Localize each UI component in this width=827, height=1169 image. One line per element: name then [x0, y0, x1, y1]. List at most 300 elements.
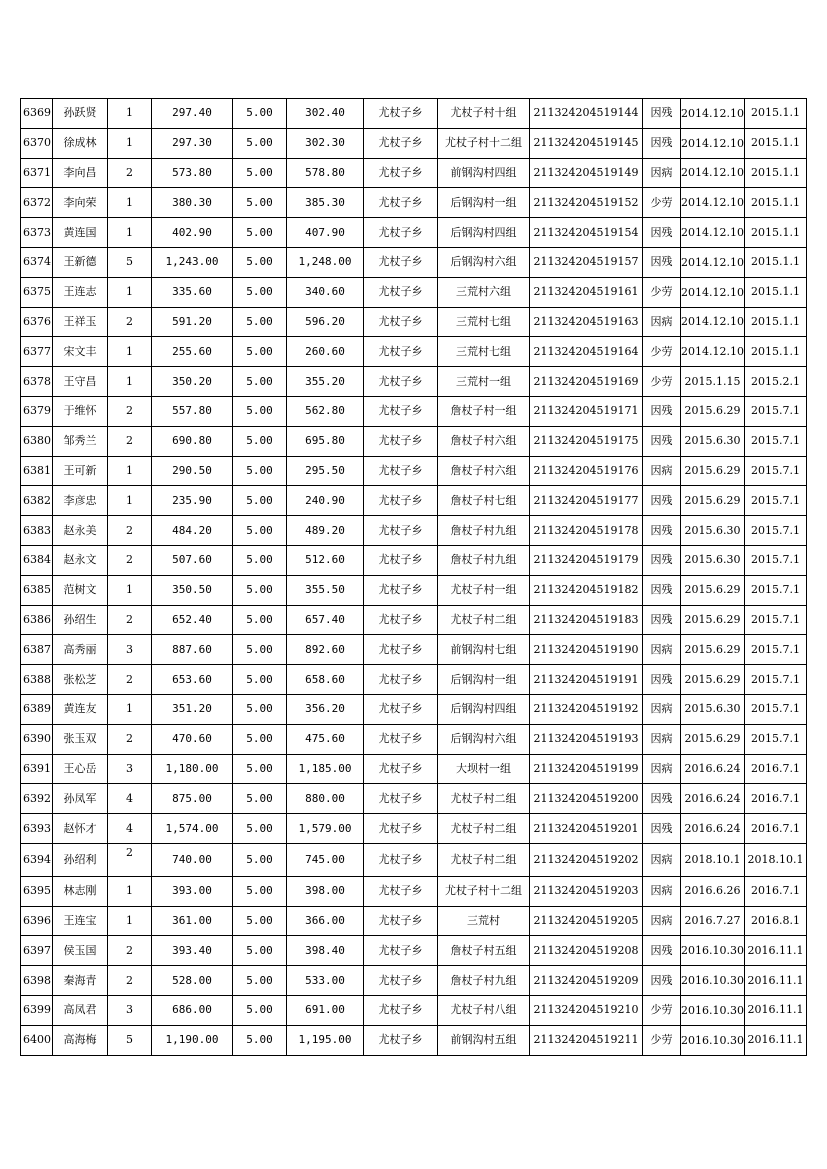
subsidy-amount-cell: 1,190.00 — [152, 1025, 233, 1055]
reason-cell: 少劳 — [643, 367, 681, 397]
reason-cell: 少劳 — [643, 277, 681, 307]
record-number-cell: 6396 — [21, 906, 53, 936]
household-size-cell: 2 — [108, 396, 152, 426]
village-group-cell: 尤杖子村二组 — [438, 784, 530, 814]
reason-cell: 因病 — [643, 724, 681, 754]
extra-amount-cell: 5.00 — [233, 665, 287, 695]
household-size-cell: 2 — [108, 158, 152, 188]
reason-cell: 因残 — [643, 814, 681, 844]
name-cell: 秦海青 — [53, 966, 108, 996]
name-cell: 赵永美 — [53, 516, 108, 546]
approval-date-cell: 2014.12.10 — [681, 337, 745, 367]
total-amount-cell: 691.00 — [287, 995, 364, 1025]
name-cell: 侯玉国 — [53, 936, 108, 966]
township-cell: 尤杖子乡 — [364, 367, 438, 397]
household-id-cell: 211324204519182 — [530, 575, 643, 605]
household-size-cell: 1 — [108, 876, 152, 906]
total-amount-cell: 1,195.00 — [287, 1025, 364, 1055]
village-group-cell: 尤杖子村一组 — [438, 575, 530, 605]
subsidy-amount-cell: 875.00 — [152, 784, 233, 814]
name-cell: 邹秀兰 — [53, 426, 108, 456]
total-amount-cell: 657.40 — [287, 605, 364, 635]
approval-date-cell: 2014.12.10 — [681, 99, 745, 129]
approval-date-cell: 2016.10.30 — [681, 966, 745, 996]
household-id-cell: 211324204519192 — [530, 694, 643, 724]
subsidy-amount-cell: 361.00 — [152, 906, 233, 936]
start-date-cell: 2015.1.1 — [745, 188, 807, 218]
household-size-cell: 3 — [108, 754, 152, 784]
name-cell: 高秀丽 — [53, 635, 108, 665]
reason-cell: 因残 — [643, 936, 681, 966]
name-cell: 王心岳 — [53, 754, 108, 784]
village-group-cell: 三荒村七组 — [438, 337, 530, 367]
total-amount-cell: 1,579.00 — [287, 814, 364, 844]
start-date-cell: 2016.7.1 — [745, 876, 807, 906]
approval-date-cell: 2015.6.29 — [681, 724, 745, 754]
township-cell: 尤杖子乡 — [364, 277, 438, 307]
record-number-cell: 6376 — [21, 307, 53, 337]
township-cell: 尤杖子乡 — [364, 128, 438, 158]
table-body — [21, 99, 807, 1056]
household-id-cell: 211324204519183 — [530, 605, 643, 635]
approval-date-cell: 2015.6.30 — [681, 545, 745, 575]
total-amount-cell: 533.00 — [287, 966, 364, 996]
subsidy-amount-cell: 1,180.00 — [152, 754, 233, 784]
village-group-cell: 后钢沟村一组 — [438, 665, 530, 695]
household-size-cell: 1 — [108, 99, 152, 129]
village-group-cell: 詹杖子村九组 — [438, 966, 530, 996]
total-amount-cell: 892.60 — [287, 635, 364, 665]
reason-cell: 因残 — [643, 218, 681, 248]
name-cell: 徐成林 — [53, 128, 108, 158]
table-row — [21, 724, 807, 754]
reason-cell: 因残 — [643, 516, 681, 546]
township-cell: 尤杖子乡 — [364, 247, 438, 277]
table-row — [21, 188, 807, 218]
extra-amount-cell: 5.00 — [233, 307, 287, 337]
household-size-cell: 1 — [108, 218, 152, 248]
relief-roster-table — [20, 98, 807, 1056]
extra-amount-cell: 5.00 — [233, 188, 287, 218]
name-cell: 张松芝 — [53, 665, 108, 695]
name-cell: 李向荣 — [53, 188, 108, 218]
household-size-cell: 1 — [108, 456, 152, 486]
household-id-cell: 211324204519177 — [530, 486, 643, 516]
approval-date-cell: 2015.6.29 — [681, 665, 745, 695]
reason-cell: 因病 — [643, 754, 681, 784]
township-cell: 尤杖子乡 — [364, 906, 438, 936]
table-row — [21, 843, 807, 876]
household-size-cell: 2 — [108, 426, 152, 456]
household-size-cell: 2 — [108, 665, 152, 695]
total-amount-cell: 1,248.00 — [287, 247, 364, 277]
subsidy-amount-cell: 484.20 — [152, 516, 233, 546]
name-cell: 孙跃贤 — [53, 99, 108, 129]
record-number-cell: 6375 — [21, 277, 53, 307]
household-size-cell: 4 — [108, 814, 152, 844]
approval-date-cell: 2018.10.1 — [681, 843, 745, 876]
start-date-cell: 2015.1.1 — [745, 158, 807, 188]
table-row — [21, 396, 807, 426]
reason-cell: 因残 — [643, 665, 681, 695]
village-group-cell: 尤杖子村八组 — [438, 995, 530, 1025]
record-number-cell: 6382 — [21, 486, 53, 516]
subsidy-amount-cell: 653.60 — [152, 665, 233, 695]
household-id-cell: 211324204519191 — [530, 665, 643, 695]
approval-date-cell: 2014.12.10 — [681, 307, 745, 337]
record-number-cell: 6386 — [21, 605, 53, 635]
start-date-cell: 2015.7.1 — [745, 486, 807, 516]
total-amount-cell: 745.00 — [287, 843, 364, 876]
total-amount-cell: 512.60 — [287, 545, 364, 575]
household-size-cell: 1 — [108, 367, 152, 397]
township-cell: 尤杖子乡 — [364, 724, 438, 754]
name-cell: 高海梅 — [53, 1025, 108, 1055]
household-id-cell: 211324204519149 — [530, 158, 643, 188]
record-number-cell: 6369 — [21, 99, 53, 129]
name-cell: 赵怀才 — [53, 814, 108, 844]
reason-cell: 少劳 — [643, 995, 681, 1025]
reason-cell: 因病 — [643, 456, 681, 486]
start-date-cell: 2015.7.1 — [745, 635, 807, 665]
subsidy-amount-cell: 297.40 — [152, 99, 233, 129]
extra-amount-cell: 5.00 — [233, 426, 287, 456]
township-cell: 尤杖子乡 — [364, 635, 438, 665]
approval-date-cell: 2015.6.30 — [681, 694, 745, 724]
name-cell: 范树文 — [53, 575, 108, 605]
table-row — [21, 665, 807, 695]
subsidy-amount-cell: 290.50 — [152, 456, 233, 486]
total-amount-cell: 302.30 — [287, 128, 364, 158]
reason-cell: 因残 — [643, 605, 681, 635]
name-cell: 李彦忠 — [53, 486, 108, 516]
village-group-cell: 后钢沟村六组 — [438, 247, 530, 277]
table-row — [21, 995, 807, 1025]
household-size-cell: 1 — [108, 486, 152, 516]
household-id-cell: 211324204519154 — [530, 218, 643, 248]
household-id-cell: 211324204519210 — [530, 995, 643, 1025]
township-cell: 尤杖子乡 — [364, 307, 438, 337]
table-row — [21, 635, 807, 665]
approval-date-cell: 2016.10.30 — [681, 1025, 745, 1055]
township-cell: 尤杖子乡 — [364, 694, 438, 724]
approval-date-cell: 2016.10.30 — [681, 995, 745, 1025]
start-date-cell: 2016.7.1 — [745, 754, 807, 784]
approval-date-cell: 2016.7.27 — [681, 906, 745, 936]
household-id-cell: 211324204519171 — [530, 396, 643, 426]
household-id-cell: 211324204519161 — [530, 277, 643, 307]
start-date-cell: 2016.11.1 — [745, 995, 807, 1025]
extra-amount-cell: 5.00 — [233, 575, 287, 605]
total-amount-cell: 695.80 — [287, 426, 364, 456]
subsidy-amount-cell: 470.60 — [152, 724, 233, 754]
township-cell: 尤杖子乡 — [364, 784, 438, 814]
subsidy-amount-cell: 350.20 — [152, 367, 233, 397]
record-number-cell: 6391 — [21, 754, 53, 784]
extra-amount-cell: 5.00 — [233, 936, 287, 966]
record-number-cell: 6378 — [21, 367, 53, 397]
village-group-cell: 三荒村 — [438, 906, 530, 936]
reason-cell: 因病 — [643, 158, 681, 188]
village-group-cell: 尤杖子村二组 — [438, 843, 530, 876]
village-group-cell: 后钢沟村六组 — [438, 724, 530, 754]
total-amount-cell: 489.20 — [287, 516, 364, 546]
township-cell: 尤杖子乡 — [364, 486, 438, 516]
record-number-cell: 6384 — [21, 545, 53, 575]
total-amount-cell: 295.50 — [287, 456, 364, 486]
total-amount-cell: 355.20 — [287, 367, 364, 397]
table-row — [21, 158, 807, 188]
township-cell: 尤杖子乡 — [364, 966, 438, 996]
extra-amount-cell: 5.00 — [233, 516, 287, 546]
name-cell: 黄连友 — [53, 694, 108, 724]
approval-date-cell: 2015.1.15 — [681, 367, 745, 397]
subsidy-amount-cell: 686.00 — [152, 995, 233, 1025]
name-cell: 王可新 — [53, 456, 108, 486]
village-group-cell: 三荒村七组 — [438, 307, 530, 337]
approval-date-cell: 2014.12.10 — [681, 247, 745, 277]
extra-amount-cell: 5.00 — [233, 605, 287, 635]
reason-cell: 因残 — [643, 966, 681, 996]
extra-amount-cell: 5.00 — [233, 218, 287, 248]
start-date-cell: 2015.7.1 — [745, 694, 807, 724]
township-cell: 尤杖子乡 — [364, 188, 438, 218]
village-group-cell: 尤杖子村十组 — [438, 99, 530, 129]
name-cell: 宋文丰 — [53, 337, 108, 367]
table-row — [21, 486, 807, 516]
subsidy-amount-cell: 297.30 — [152, 128, 233, 158]
village-group-cell: 前钢沟村五组 — [438, 1025, 530, 1055]
table-row — [21, 99, 807, 129]
subsidy-amount-cell: 351.20 — [152, 694, 233, 724]
record-number-cell: 6399 — [21, 995, 53, 1025]
subsidy-amount-cell: 507.60 — [152, 545, 233, 575]
reason-cell: 因残 — [643, 247, 681, 277]
reason-cell: 因残 — [643, 545, 681, 575]
reason-cell: 因残 — [643, 426, 681, 456]
start-date-cell: 2015.7.1 — [745, 605, 807, 635]
approval-date-cell: 2014.12.10 — [681, 188, 745, 218]
township-cell: 尤杖子乡 — [364, 843, 438, 876]
total-amount-cell: 260.60 — [287, 337, 364, 367]
household-id-cell: 211324204519152 — [530, 188, 643, 218]
reason-cell: 因残 — [643, 784, 681, 814]
household-id-cell: 211324204519164 — [530, 337, 643, 367]
extra-amount-cell: 5.00 — [233, 456, 287, 486]
total-amount-cell: 398.00 — [287, 876, 364, 906]
total-amount-cell: 398.40 — [287, 936, 364, 966]
village-group-cell: 三荒村六组 — [438, 277, 530, 307]
total-amount-cell: 340.60 — [287, 277, 364, 307]
extra-amount-cell: 5.00 — [233, 545, 287, 575]
village-group-cell: 詹杖子村六组 — [438, 426, 530, 456]
start-date-cell: 2015.7.1 — [745, 456, 807, 486]
township-cell: 尤杖子乡 — [364, 545, 438, 575]
name-cell: 孙凤军 — [53, 784, 108, 814]
township-cell: 尤杖子乡 — [364, 516, 438, 546]
subsidy-amount-cell: 350.50 — [152, 575, 233, 605]
table-row — [21, 966, 807, 996]
household-size-cell: 5 — [108, 1025, 152, 1055]
household-size-cell: 1 — [108, 575, 152, 605]
record-number-cell: 6392 — [21, 784, 53, 814]
total-amount-cell: 366.00 — [287, 906, 364, 936]
name-cell: 张玉双 — [53, 724, 108, 754]
total-amount-cell: 240.90 — [287, 486, 364, 516]
start-date-cell: 2015.1.1 — [745, 337, 807, 367]
table-row — [21, 337, 807, 367]
village-group-cell: 后钢沟村四组 — [438, 218, 530, 248]
reason-cell: 因病 — [643, 843, 681, 876]
household-id-cell: 211324204519190 — [530, 635, 643, 665]
start-date-cell: 2016.11.1 — [745, 966, 807, 996]
extra-amount-cell: 5.00 — [233, 396, 287, 426]
start-date-cell: 2015.7.1 — [745, 575, 807, 605]
start-date-cell: 2015.7.1 — [745, 426, 807, 456]
table-row — [21, 814, 807, 844]
record-number-cell: 6394 — [21, 843, 53, 876]
household-id-cell: 211324204519193 — [530, 724, 643, 754]
start-date-cell: 2016.8.1 — [745, 906, 807, 936]
approval-date-cell: 2015.6.30 — [681, 516, 745, 546]
household-id-cell: 211324204519208 — [530, 936, 643, 966]
total-amount-cell: 302.40 — [287, 99, 364, 129]
approval-date-cell: 2015.6.29 — [681, 605, 745, 635]
record-number-cell: 6370 — [21, 128, 53, 158]
start-date-cell: 2015.2.1 — [745, 367, 807, 397]
table-row — [21, 367, 807, 397]
township-cell: 尤杖子乡 — [364, 754, 438, 784]
subsidy-amount-cell: 393.40 — [152, 936, 233, 966]
record-number-cell: 6397 — [21, 936, 53, 966]
reason-cell: 因残 — [643, 575, 681, 605]
approval-date-cell: 2015.6.29 — [681, 456, 745, 486]
household-id-cell: 211324204519211 — [530, 1025, 643, 1055]
record-number-cell: 6377 — [21, 337, 53, 367]
record-number-cell: 6390 — [21, 724, 53, 754]
subsidy-amount-cell: 528.00 — [152, 966, 233, 996]
reason-cell: 少劳 — [643, 1025, 681, 1055]
subsidy-amount-cell: 1,574.00 — [152, 814, 233, 844]
table-row — [21, 575, 807, 605]
approval-date-cell: 2014.12.10 — [681, 218, 745, 248]
subsidy-amount-cell: 690.80 — [152, 426, 233, 456]
township-cell: 尤杖子乡 — [364, 995, 438, 1025]
village-group-cell: 尤杖子村二组 — [438, 814, 530, 844]
total-amount-cell: 658.60 — [287, 665, 364, 695]
household-id-cell: 211324204519176 — [530, 456, 643, 486]
name-cell: 王祥玉 — [53, 307, 108, 337]
approval-date-cell: 2014.12.10 — [681, 128, 745, 158]
extra-amount-cell: 5.00 — [233, 337, 287, 367]
township-cell: 尤杖子乡 — [364, 158, 438, 188]
extra-amount-cell: 5.00 — [233, 843, 287, 876]
reason-cell: 因残 — [643, 99, 681, 129]
village-group-cell: 詹杖子村九组 — [438, 516, 530, 546]
approval-date-cell: 2016.6.24 — [681, 754, 745, 784]
household-size-cell: 2 — [108, 724, 152, 754]
household-id-cell: 211324204519163 — [530, 307, 643, 337]
record-number-cell: 6400 — [21, 1025, 53, 1055]
subsidy-amount-cell: 335.60 — [152, 277, 233, 307]
table-row — [21, 426, 807, 456]
subsidy-amount-cell: 591.20 — [152, 307, 233, 337]
record-number-cell: 6383 — [21, 516, 53, 546]
table-row — [21, 784, 807, 814]
table-row — [21, 936, 807, 966]
reason-cell: 因残 — [643, 128, 681, 158]
reason-cell: 少劳 — [643, 188, 681, 218]
name-cell: 林志刚 — [53, 876, 108, 906]
extra-amount-cell: 5.00 — [233, 247, 287, 277]
household-id-cell: 211324204519144 — [530, 99, 643, 129]
name-cell: 王连宝 — [53, 906, 108, 936]
township-cell: 尤杖子乡 — [364, 665, 438, 695]
total-amount-cell: 880.00 — [287, 784, 364, 814]
reason-cell: 因残 — [643, 486, 681, 516]
record-number-cell: 6387 — [21, 635, 53, 665]
household-size-cell: 1 — [108, 906, 152, 936]
household-size-cell: 2 — [108, 936, 152, 966]
start-date-cell: 2018.10.1 — [745, 843, 807, 876]
extra-amount-cell: 5.00 — [233, 995, 287, 1025]
record-number-cell: 6389 — [21, 694, 53, 724]
village-group-cell: 后钢沟村一组 — [438, 188, 530, 218]
approval-date-cell: 2014.12.10 — [681, 158, 745, 188]
record-number-cell: 6385 — [21, 575, 53, 605]
household-id-cell: 211324204519169 — [530, 367, 643, 397]
household-size-cell: 1 — [108, 128, 152, 158]
approval-date-cell: 2016.6.24 — [681, 784, 745, 814]
village-group-cell: 尤杖子村二组 — [438, 605, 530, 635]
subsidy-amount-cell: 887.60 — [152, 635, 233, 665]
household-id-cell: 211324204519178 — [530, 516, 643, 546]
extra-amount-cell: 5.00 — [233, 367, 287, 397]
name-cell: 王守昌 — [53, 367, 108, 397]
total-amount-cell: 1,185.00 — [287, 754, 364, 784]
record-number-cell: 6395 — [21, 876, 53, 906]
start-date-cell: 2015.1.1 — [745, 307, 807, 337]
approval-date-cell: 2014.12.10 — [681, 277, 745, 307]
township-cell: 尤杖子乡 — [364, 1025, 438, 1055]
start-date-cell: 2015.1.1 — [745, 218, 807, 248]
household-id-cell: 211324204519175 — [530, 426, 643, 456]
household-size-cell: 1 — [108, 277, 152, 307]
village-group-cell: 后钢沟村四组 — [438, 694, 530, 724]
approval-date-cell: 2016.6.26 — [681, 876, 745, 906]
table-row — [21, 307, 807, 337]
village-group-cell: 三荒村一组 — [438, 367, 530, 397]
table-row — [21, 247, 807, 277]
start-date-cell: 2015.7.1 — [745, 665, 807, 695]
total-amount-cell: 407.90 — [287, 218, 364, 248]
start-date-cell: 2015.7.1 — [745, 396, 807, 426]
extra-amount-cell: 5.00 — [233, 1025, 287, 1055]
approval-date-cell: 2015.6.29 — [681, 396, 745, 426]
total-amount-cell: 385.30 — [287, 188, 364, 218]
extra-amount-cell: 5.00 — [233, 966, 287, 996]
record-number-cell: 6393 — [21, 814, 53, 844]
reason-cell: 因病 — [643, 307, 681, 337]
village-group-cell: 尤杖子村十二组 — [438, 876, 530, 906]
township-cell: 尤杖子乡 — [364, 605, 438, 635]
village-group-cell: 前钢沟村四组 — [438, 158, 530, 188]
record-number-cell: 6380 — [21, 426, 53, 456]
subsidy-amount-cell: 573.80 — [152, 158, 233, 188]
name-cell: 王新德 — [53, 247, 108, 277]
village-group-cell: 前钢沟村七组 — [438, 635, 530, 665]
start-date-cell: 2015.7.1 — [745, 516, 807, 546]
